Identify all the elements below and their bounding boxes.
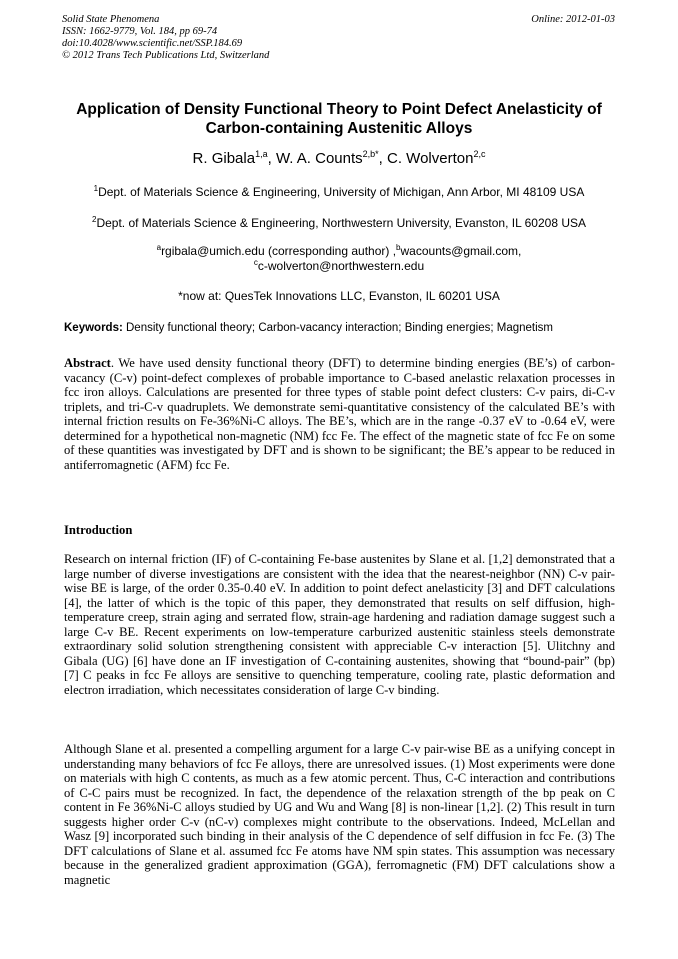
email-text: c-wolverton@northwestern.edu — [257, 259, 425, 273]
section-heading-introduction: Introduction — [64, 523, 133, 537]
issn-line: ISSN: 1662-9779, Vol. 184, pp 69-74 — [62, 26, 218, 37]
affiliation-1 — [30, 185, 648, 200]
abstract-text: . We have used density functional theory (DFT) to determine binding energies (BE’s) of carbon-vacancy (C-v) point-defect complexes of probable importance to C-based anelastic relaxation processes in fcc iron alloys. Calculations are presented for three types of stable point defect clusters: C-v pairs, di-C-v triplets, and tri-C-v quadruplets. We demonstrate semi-quantitative consistency of the calculated BE’s with internal friction results on Fe-36%Ni-C alloys. The BE’s, which are in the range -0.37 eV to -0.64 eV, were determined for a hypothetical non-magnetic (NM) fcc Fe. The effect of the magnetic state of fcc Fe on some of these quantities was investigated by DFT and is shown to be significant; the BE’s appear to be reduced in antiferromagnetic (AFM) fcc Fe. — [64, 356, 615, 472]
affiliation-text: Dept. of Materials Science & Engineering, University of Michigan, Ann Arbor, MI 48109 USA — [98, 185, 585, 199]
paper-title — [40, 100, 638, 138]
keywords-label: Keywords: — [64, 322, 123, 334]
email-superscript: c — [253, 258, 258, 267]
email-superscript: b — [396, 243, 401, 252]
email-superscript: a — [156, 243, 162, 252]
author-name: C. Wolverton — [387, 150, 474, 167]
online-date: Online: 2012-01-03 — [531, 14, 615, 25]
email-line-2 — [30, 259, 648, 274]
author-list — [40, 150, 638, 168]
title-line-2: Carbon-containing Austenitic Alloys — [205, 120, 473, 137]
keywords-text: Density functional theory; Carbon-vacancy interaction; Binding energies; Magnetism — [126, 322, 553, 334]
keywords — [64, 321, 618, 335]
author-name: R. Gibala — [192, 150, 256, 167]
doi-line: doi:10.4028/www.scientific.net/SSP.184.69 — [62, 38, 243, 49]
present-address: *now at: QuesTek Innovations LLC, Evanston, IL 60201 USA — [178, 289, 500, 303]
intro-paragraph-2: Although Slane et al. presented a compelling argument for a large C-v pair-wise BE as a unifying concept in understanding many behaviors of fcc Fe alloys, there are unresolved issues. (1) Most experiments were done on materials with high C contents, as much as a few atomic percent. Thus, C-C interaction and contributions of C-C pairs must be recognized. In fact, the dependence of the relaxation strength of the bp peak on C content in Fe 36%Ni-C alloys studied by UG and Wu and Wang [8] is non-linear [1,2]. (2) This result in turn suggests higher order C-v (nC-v) complexes might contribute to the observations. Indeed, McLellan and Wasz [9] incorporated such binding in their analysis of the C dependence of self diffusion in fcc Fe. (3) The DFT calculations of Slane et al. assumed fcc Fe atoms have NM spin states. This assumption was necessary because in the generalized gradient approximation (GGA), ferromagnetic (FM) DFT calculations show a magnetic — [64, 742, 615, 887]
email-line-1 — [30, 244, 648, 259]
affiliation-2 — [30, 216, 648, 231]
journal-name: Solid State Phenomena — [62, 14, 160, 25]
journal-header — [62, 14, 269, 62]
affiliation-text: Dept. of Materials Science & Engineering, Northwestern University, Evanston, IL 60208 USA — [96, 216, 587, 230]
email-text: wacounts@gmail.com, — [400, 244, 522, 258]
abstract-label: Abstract — [64, 356, 111, 370]
title-line-1: Application of Density Functional Theory to Point Defect Anelasticity of — [76, 101, 602, 118]
author-separator: , — [378, 150, 388, 167]
author-superscript: 2,c — [473, 149, 486, 159]
author-superscript: 2,b* — [362, 149, 379, 159]
author-superscript: 1,a — [255, 149, 268, 159]
author-name: W. A. Counts — [275, 150, 363, 167]
email-text: rgibala@umich.edu (corresponding author) , — [161, 244, 397, 258]
intro-paragraph-1: Research on internal friction (IF) of C-containing Fe-base austenites by Slane et al. [1,2] demonstrated that a large number of diverse investigations are consistent with the idea that the nearest-neighbor (NN) C-v pair-wise BE is large, of the order 0.35-0.40 eV. In addition to point defect anelasticity [3] and DFT calculations [4], the latter of which is the topic of this paper, they demonstrated that results on self diffusion, high-temperature creep, strain aging and serrated flow, strain-age hardening and radiation damage suggest such a large C-v BE. Recent experiments on low-temperature carburized austenitic stainless steels demonstrate extraordinary solid solution strengthening consistent with appreciable C-v interaction [5]. Ulitchny and Gibala (UG) [6] have done an IF investigation of C-containing austenites, showing that “bound-pair” (bp) [7] C peaks in fcc Fe alloys are sensitive to quenching temperature, cooling rate, plastic deformation and electron irradiation, which necessitates consideration of large C-v binding. — [64, 552, 615, 697]
affiliation-superscript: 1 — [93, 184, 99, 193]
affiliation-superscript: 2 — [91, 215, 97, 224]
abstract — [64, 356, 615, 472]
copyright-line: © 2012 Trans Tech Publications Ltd, Switzerland — [62, 50, 270, 61]
author-separator: , — [267, 150, 276, 167]
